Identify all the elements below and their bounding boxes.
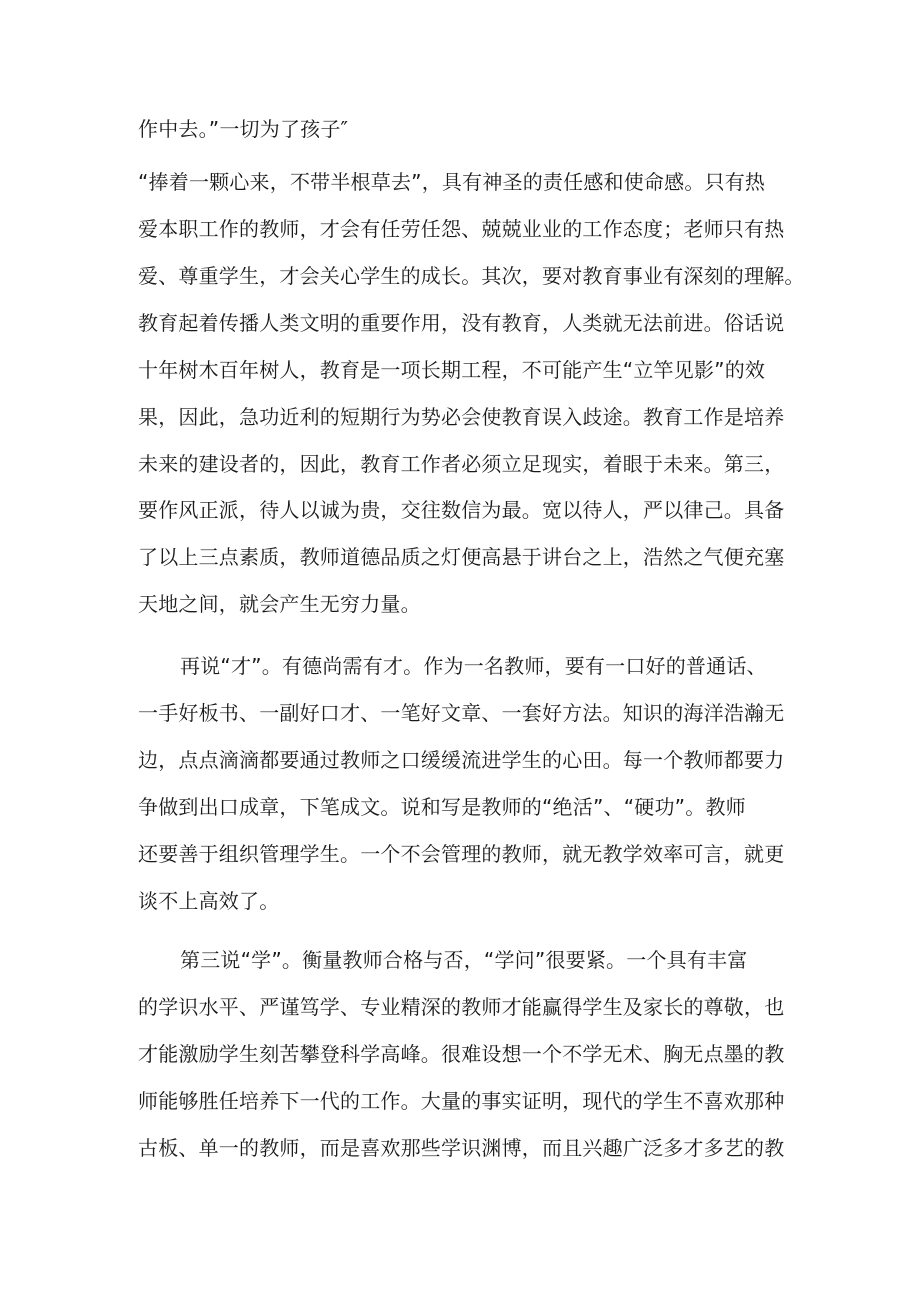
text-line: 争做到出口成章，下笔成文。说和写是教师的“绝活”、“硬功”。教师 <box>138 795 746 819</box>
text-line: 教育起着传播人类文明的重要作用，没有教育，人类就无法前进。俗话说 <box>138 311 785 335</box>
text-line: 了以上三点素质，教师道德品质之灯便高悬于讲台之上，浩然之气便充塞 <box>138 545 785 569</box>
text-line: 要作风正派，待人以诚为贵，交往数信为最。宽以待人，严以律己。具备 <box>138 498 785 522</box>
text-line: 爱、尊重学生，才会关心学生的成长。其次，要对教育事业有深刻的理解。 <box>138 264 805 288</box>
text-line: 一手好板书、一副好口才、一笔好文章、一套好方法。知识的海洋浩瀚无 <box>138 701 785 725</box>
paragraph-first-line: 第三说“学”。衡量教师合格与否，“学问”很要紧。一个具有丰富 <box>180 948 748 972</box>
text-line: 边，点点滴滴都要通过教师之口缓缓流进学生的心田。每一个教师都要力 <box>138 748 785 772</box>
text-line: “捧着一颗心来，不带半根草去”，具有神圣的责任感和使命感。只有热 <box>138 170 766 194</box>
text-line: 天地之间，就会产生无穷力量。 <box>138 592 421 616</box>
text-line: 古板、单一的教师，而是喜欢那些学识渊博，而且兴趣广泛多才多艺的教 <box>138 1136 785 1160</box>
text-line: 十年树木百年树人，教育是一项长期工程，不可能产生“立竿见影”的效 <box>138 358 766 382</box>
text-line: 师能够胜任培养下一代的工作。大量的事实证明，现代的学生不喜欢那种 <box>138 1089 785 1113</box>
text-line: 的学识水平、严谨笃学、专业精深的教师才能赢得学生及家长的尊敬，也 <box>138 995 785 1019</box>
paragraph-first-line: 再说“才”。有德尚需有才。作为一名教师，要有一口好的普通话、 <box>180 654 767 678</box>
text-line: 未来的建设者的，因此，教育工作者必须立足现实，着眼于未来。第三， <box>138 452 785 476</box>
text-line: 果，因此，急功近利的短期行为势必会使教育误入歧途。教育工作是培养 <box>138 405 785 429</box>
text-line: 谈不上高效了。 <box>138 889 280 913</box>
text-line: 爱本职工作的教师，才会有任劳任怨、兢兢业业的工作态度；老师只有热 <box>138 217 785 241</box>
text-line: 还要善于组织管理学生。一个不会管理的教师，就无教学效率可言，就更 <box>138 842 785 866</box>
text-line: 才能激励学生刻苦攀登科学高峰。很难设想一个不学无术、胸无点墨的教 <box>138 1042 785 1066</box>
text-line: 作中去。”一切为了孩子″ <box>138 117 349 141</box>
